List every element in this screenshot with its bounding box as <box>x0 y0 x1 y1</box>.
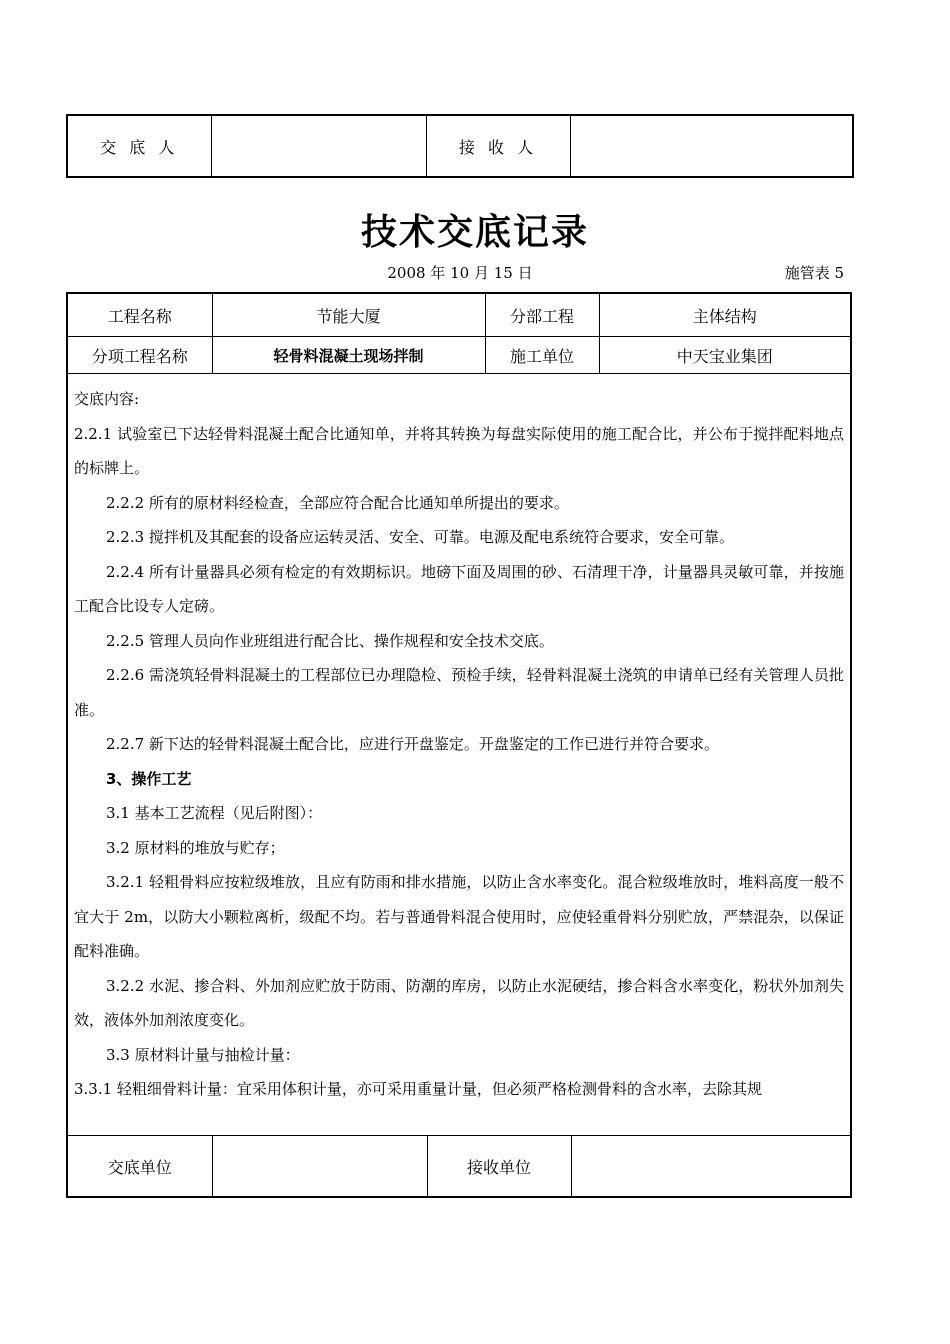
division-label: 分部工程 <box>485 294 599 337</box>
receiver-label: 接 收 人 <box>426 115 570 177</box>
content-paragraph: 3.2.1 轻粗骨料应按粒级堆放，且应有防雨和排水措施，以防止含水率变化。混合粒级堆放时，堆料高度一般不宜大于 2m，以防大小颗粒离析，级配不均。若与普通骨料混合使用时，应使轻重骨料分别贮放，严禁混杂，以保证配料准确。 <box>74 873 844 960</box>
content-paragraph: 2.2.1 试验室已下达轻骨料混凝土配合比通知单，并将其转换为每盘实际使用的施工配合比，并公布于搅拌配料地点的标牌上。 <box>74 424 844 477</box>
document-title: 技术交底记录 <box>360 212 589 253</box>
receiver-unit-value[interactable] <box>571 1136 850 1197</box>
giver-label: 交 底 人 <box>67 115 211 177</box>
receiver-value[interactable] <box>570 115 853 177</box>
project-name-value: 节能大厦 <box>212 294 485 337</box>
project-info-table <box>68 294 850 374</box>
content-paragraph: 2.2.3 搅拌机及其配套的设备应运转灵活、安全、可靠。电源及配电系统符合要求，安全可靠。 <box>106 528 734 546</box>
document-date: 2008 年 10 月 15 日 <box>387 264 533 282</box>
content-paragraph: 3.2 原材料的堆放与贮存； <box>106 838 285 857</box>
giver-unit-label: 交底单位 <box>68 1136 212 1197</box>
section-heading: 3、操作工艺 <box>106 769 192 788</box>
content-heading: 交底内容: <box>74 390 140 408</box>
briefing-content <box>74 382 844 1107</box>
subitem-value: 轻骨料混凝土现场拌制 <box>212 337 485 374</box>
content-paragraph: 2.2.5 管理人员向作业班组进行配合比、操作规程和安全技术交底。 <box>106 631 554 650</box>
form-number: 施管表 5 <box>784 264 844 282</box>
giver-value[interactable] <box>211 115 426 177</box>
division-value: 主体结构 <box>599 294 850 337</box>
contractor-value: 中天宝业集团 <box>599 337 850 374</box>
content-paragraph: 3.1 基本工艺流程（见后附图）： <box>106 804 323 822</box>
record-form <box>66 292 852 1198</box>
signature-table-top <box>66 114 854 178</box>
content-paragraph: 3.3.1 轻粗细骨料计量：宜采用体积计量，亦可采用重量计量，但必须严格检测骨料的含水率，去除其规 <box>74 1080 762 1098</box>
project-name-label: 工程名称 <box>68 294 212 337</box>
contractor-label: 施工单位 <box>485 337 599 374</box>
subitem-label: 分项工程名称 <box>68 337 212 374</box>
giver-unit-value[interactable] <box>212 1136 427 1197</box>
signature-table-bottom <box>68 1135 850 1196</box>
content-paragraph: 2.2.2 所有的原材料经检查，全部应符合配合比通知单所提出的要求。 <box>106 493 569 512</box>
content-paragraph: 3.2.2 水泥、掺合料、外加剂应贮放于防雨、防潮的库房，以防止水泥硬结，掺合料含水率变化，粉状外加剂失效，液体外加剂浓度变化。 <box>74 976 844 1029</box>
receiver-unit-label: 接收单位 <box>427 1136 571 1197</box>
content-paragraph: 2.2.4 所有计量器具必须有检定的有效期标识。地磅下面及周围的砂、石清理干净，计量器具灵敏可靠，并按施工配合比设专人定磅。 <box>74 562 844 615</box>
content-paragraph: 2.2.6 需浇筑轻骨料混凝土的工程部位已办理隐检、预检手续，轻骨料混凝土浇筑的申请单已经有关管理人员批准。 <box>74 666 844 719</box>
content-paragraph: 2.2.7 新下达的轻骨料混凝土配合比，应进行开盘鉴定。开盘鉴定的工作已进行并符合要求。 <box>106 735 719 753</box>
content-paragraph: 3.3 原材料计量与抽检计量： <box>106 1045 300 1064</box>
